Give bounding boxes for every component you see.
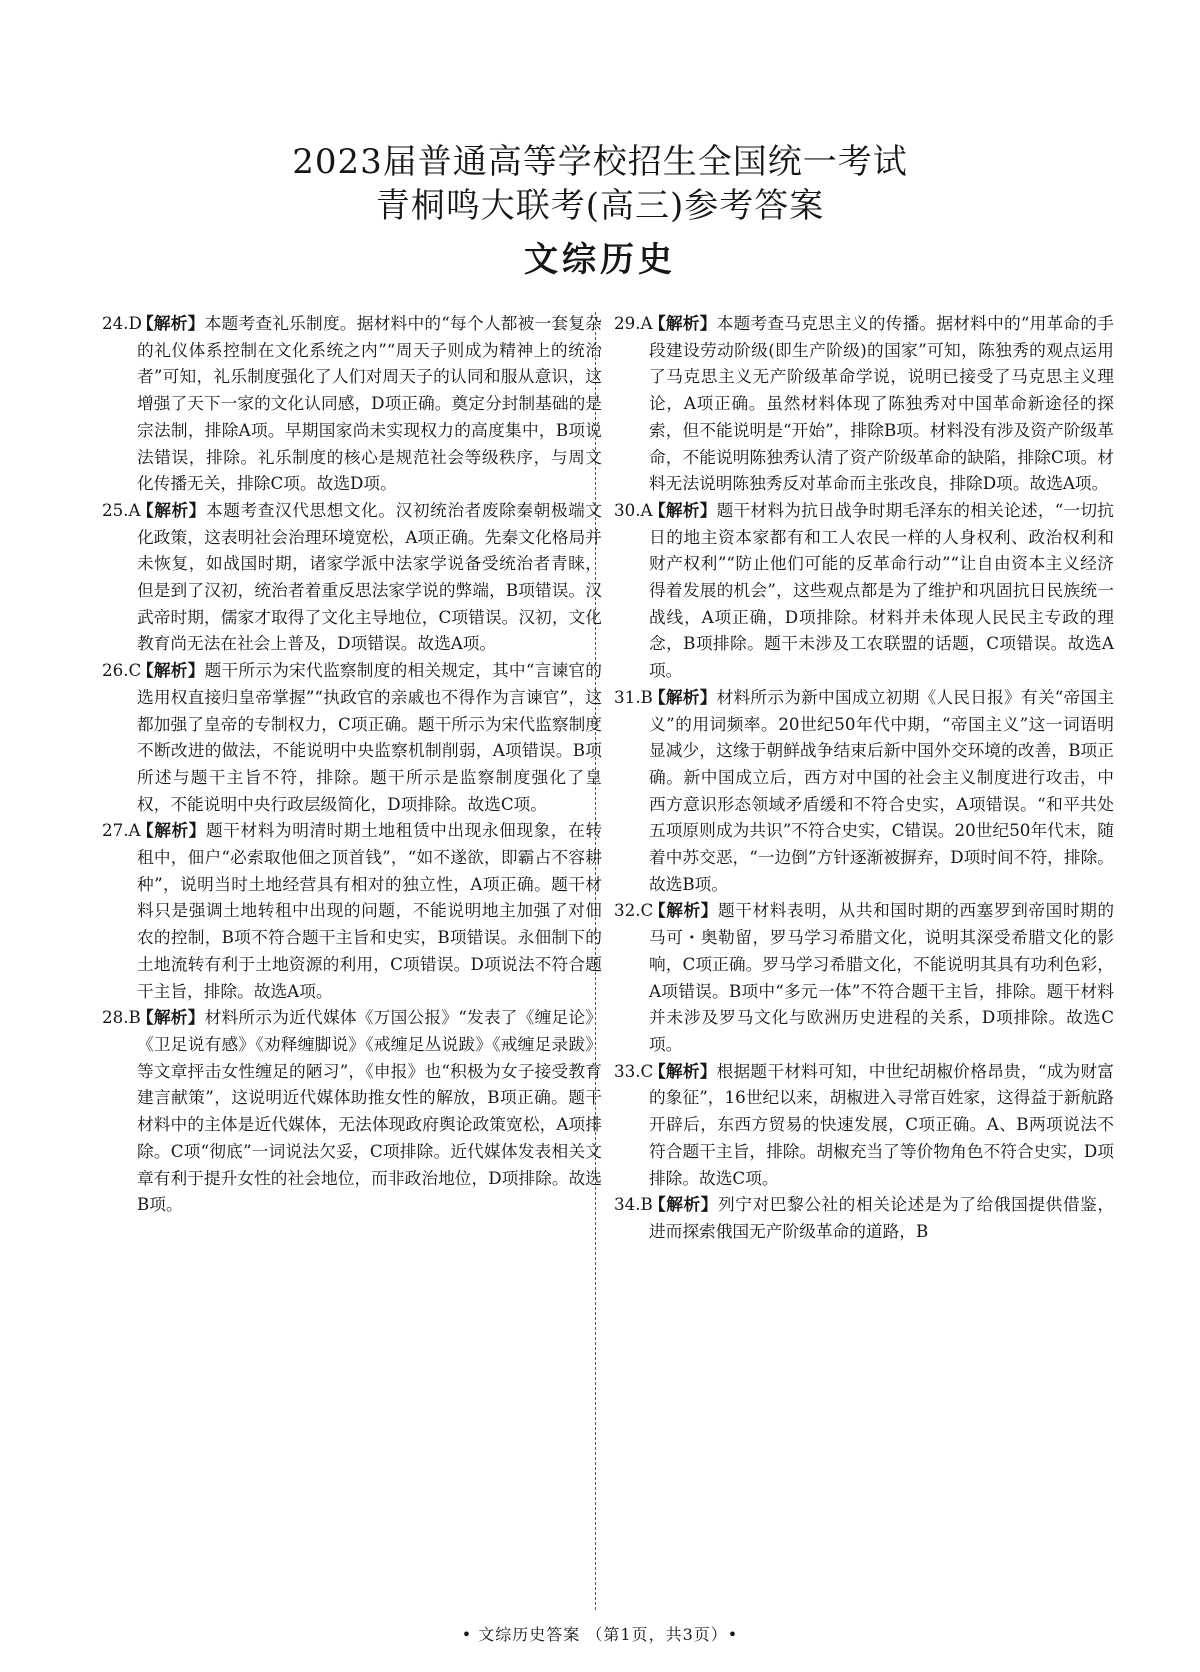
answer-text: 本题考查汉代思想文化。汉初统治者废除秦朝极端文化政策，这表明社会治理环境宽松，A项正确。先秦文化格局并未恢复，如战国时期，诸家学派中法家学说备受统治者青睐，但是到了汉初，统治者着重反思法家学说的弊端，B项错误。汉武帝时期，儒家才取得了文化主导地位，C项错误。汉初，文化教育尚无法在社会上普及，D项错误。故选A项。	[137, 499, 603, 654]
question-number: 28.B	[102, 1007, 141, 1028]
analysis-tag: 【解析】	[137, 820, 206, 841]
answer-text: 材料所示为近代媒体《万国公报》“发表了《缠足论》《卫足说有感》《劝释缠脚说》《戒缠足丛说跋》《戒缠足录跋》等文章抨击女性缠足的陋习”，《申报》也“积极为女子接受教育建言献策”，这说明近代媒体助推女性的解放，B项正确。题干材料中的主体是近代媒体，无法体现政府舆论政策宽松，A项排除。C项“彻底”一词说法欠妥，C项排除。近代媒体发表相关文章有利于提升女性的社会地位，而非政治地位，D项排除。故选B项。	[137, 1007, 602, 1215]
analysis-tag: 【解析】	[649, 1060, 717, 1081]
answer-text: 题干所示为宋代监察制度的相关规定，其中“言谏官的选用权直接归皇帝掌握”“执政官的亲戚也不得作为言谏官”，这都加强了皇帝的专制权力，C项正确。题干所示为宋代监察制度不断改进的做法，不能说明中央监察机制削弱，A项错误。B项所述与题干主旨不符，排除。题干所示是监察制度强化了皇权，不能说明中央行政层级简化，D项排除。故选C项。	[137, 660, 602, 814]
answer-text: 题干材料为抗日战争时期毛泽东的相关论述，“一切抗日的地主资本家都有和工人农民一样的人身权利、政治权利和财产权利”“防止他们可能的反革命行动”“让自由资本主义经济得着发展的机会”，这些观点都是为了维护和巩固抗日民族统一战线，A项正确，D项排除。材料并未体现人民民主专政的理念，B项排除。题干未涉及工农联盟的话题，C项错误。故选A项。	[649, 499, 1114, 681]
question-number: 26.C	[102, 660, 142, 681]
page-footer: • 文综历史答案 （第1页，共3页）•	[461, 1625, 739, 1644]
answer-item-26	[102, 657, 602, 817]
question-number: 25.A	[102, 499, 141, 520]
answer-item-24	[102, 310, 602, 497]
question-number: 30.A	[614, 499, 653, 520]
answer-item-30	[614, 497, 1114, 684]
question-number: 31.B	[614, 686, 653, 707]
analysis-tag: 【解析】	[649, 499, 717, 520]
question-number: 32.C	[614, 900, 654, 921]
analysis-tag: 【解析】	[649, 1194, 718, 1215]
answer-text: 列宁对巴黎公社的相关论述是为了给俄国提供借鉴，进而探索俄国无产阶级革命的道路，B	[649, 1194, 1115, 1241]
question-number: 33.C	[614, 1060, 654, 1081]
subject-title: 文综历史	[524, 240, 676, 280]
answer-item-33	[614, 1058, 1114, 1192]
analysis-tag: 【解析】	[137, 499, 206, 520]
answer-item-28	[102, 1004, 602, 1218]
answer-item-27	[102, 817, 602, 1004]
question-number: 29.A	[614, 313, 653, 333]
question-number: 27.A	[102, 820, 141, 841]
answer-item-25	[102, 497, 602, 657]
question-number: 34.B	[614, 1194, 653, 1215]
answer-text: 本题考查礼乐制度。据材料中的“每个人都被一套复杂的礼仪体系控制在文化系统之内”“周天子则成为精神上的统治者”可知，礼乐制度强化了人们对周天子的认同和服从意识，这增强了天下一家的文化认同感，D项正确。奠定分封制基础的是宗法制，排除A项。早期国家尚未实现权力的高度集中，B项说法错误，排除。礼乐制度的核心是规范社会等级秩序，与周文化传播无关，排除C项。故选D项。	[137, 313, 602, 494]
analysis-tag: 【解析】	[137, 313, 205, 333]
answer-text: 根据题干材料可知，中世纪胡椒价格昂贵，“成为财富的象征”，16世纪以来，胡椒进入寻常百姓家，这得益于新航路开辟后，东西方贸易的快速发展，C项正确。A、B两项说法不符合题干主旨，排除。胡椒充当了等价物角色不符合史实，D项排除。故选C项。	[649, 1060, 1114, 1188]
answer-text: 题干材料表明，从共和国时期的西塞罗到帝国时期的马可・奥勒留，罗马学习希腊文化，说明其深受希腊文化的影响，C项正确。罗马学习希腊文化，不能说明其具有功利色彩，A项错误。B项中“多元一体”不符合题干主旨，排除。题干材料并未涉及罗马文化与欧洲历史进程的关系，D项排除。故选C项。	[649, 900, 1115, 1054]
analysis-tag: 【解析】	[137, 660, 205, 681]
analysis-tag: 【解析】	[137, 1007, 205, 1028]
left-column	[102, 310, 602, 1218]
answer-text: 本题考查马克思主义的传播。据材料中的“用革命的手段建设劳动阶级(即生产阶级)的国家”可知，陈独秀的观点运用了马克思主义无产阶级革命学说，说明已接受了马克思主义理论，A项正确。虽然材料体现了陈独秀对中国革命新途径的探索，但不能说明是“开始”，排除B项。材料没有涉及资产阶级革命，不能说明陈独秀认清了资产阶级革命的缺陷，排除C项。材料无法说明陈独秀反对革命而主张改良，排除D项。故选A项。	[649, 313, 1114, 494]
question-number: 24.D	[102, 313, 142, 333]
analysis-tag: 【解析】	[649, 900, 718, 921]
analysis-tag: 【解析】	[649, 686, 717, 707]
answer-text: 材料所示为新中国成立初期《人民日报》有关“帝国主义”的用词频率。20世纪50年代中期，“帝国主义”这一词语明显减少，这缘于朝鲜战争结束后新中国外交环境的改善，B项正确。新中国成立后，西方对中国的社会主义制度进行攻击，中西方意识形态领域矛盾缓和不符合史实，A项错误。“和平共处五项原则成为共识”不符合史实，C错误。20世纪50年代末，随着中苏交恶，“一边倒”方针逐渐被摒弃，D项时间不符，排除。故选B项。	[649, 686, 1114, 894]
answer-key-title: 青桐鸣大联考(高三)参考答案	[375, 186, 825, 226]
answer-item-31	[614, 684, 1114, 898]
right-column	[614, 310, 1114, 1245]
answer-item-32	[614, 897, 1114, 1057]
answer-item-34	[614, 1191, 1114, 1244]
exam-title: 2023届普通高等学校招生全国统一考试	[292, 142, 908, 182]
analysis-tag: 【解析】	[649, 313, 717, 333]
answer-text: 题干材料为明清时期土地租赁中出现永佃现象，在转租中，佃户“必索取他佃之顶首钱”，“如不遂欲，即霸占不容耕种”，说明当时土地经营具有相对的独立性，A项正确。题干材料只是强调土地转租中出现的问题，不能说明地主加强了对佃农的控制，B项不符合题干主旨和史实，B项错误。永佃制下的土地流转有利于土地资源的利用，C项错误。D项说法不符合题干主旨，排除。故选A项。	[137, 820, 603, 1001]
answer-item-29	[614, 310, 1114, 497]
